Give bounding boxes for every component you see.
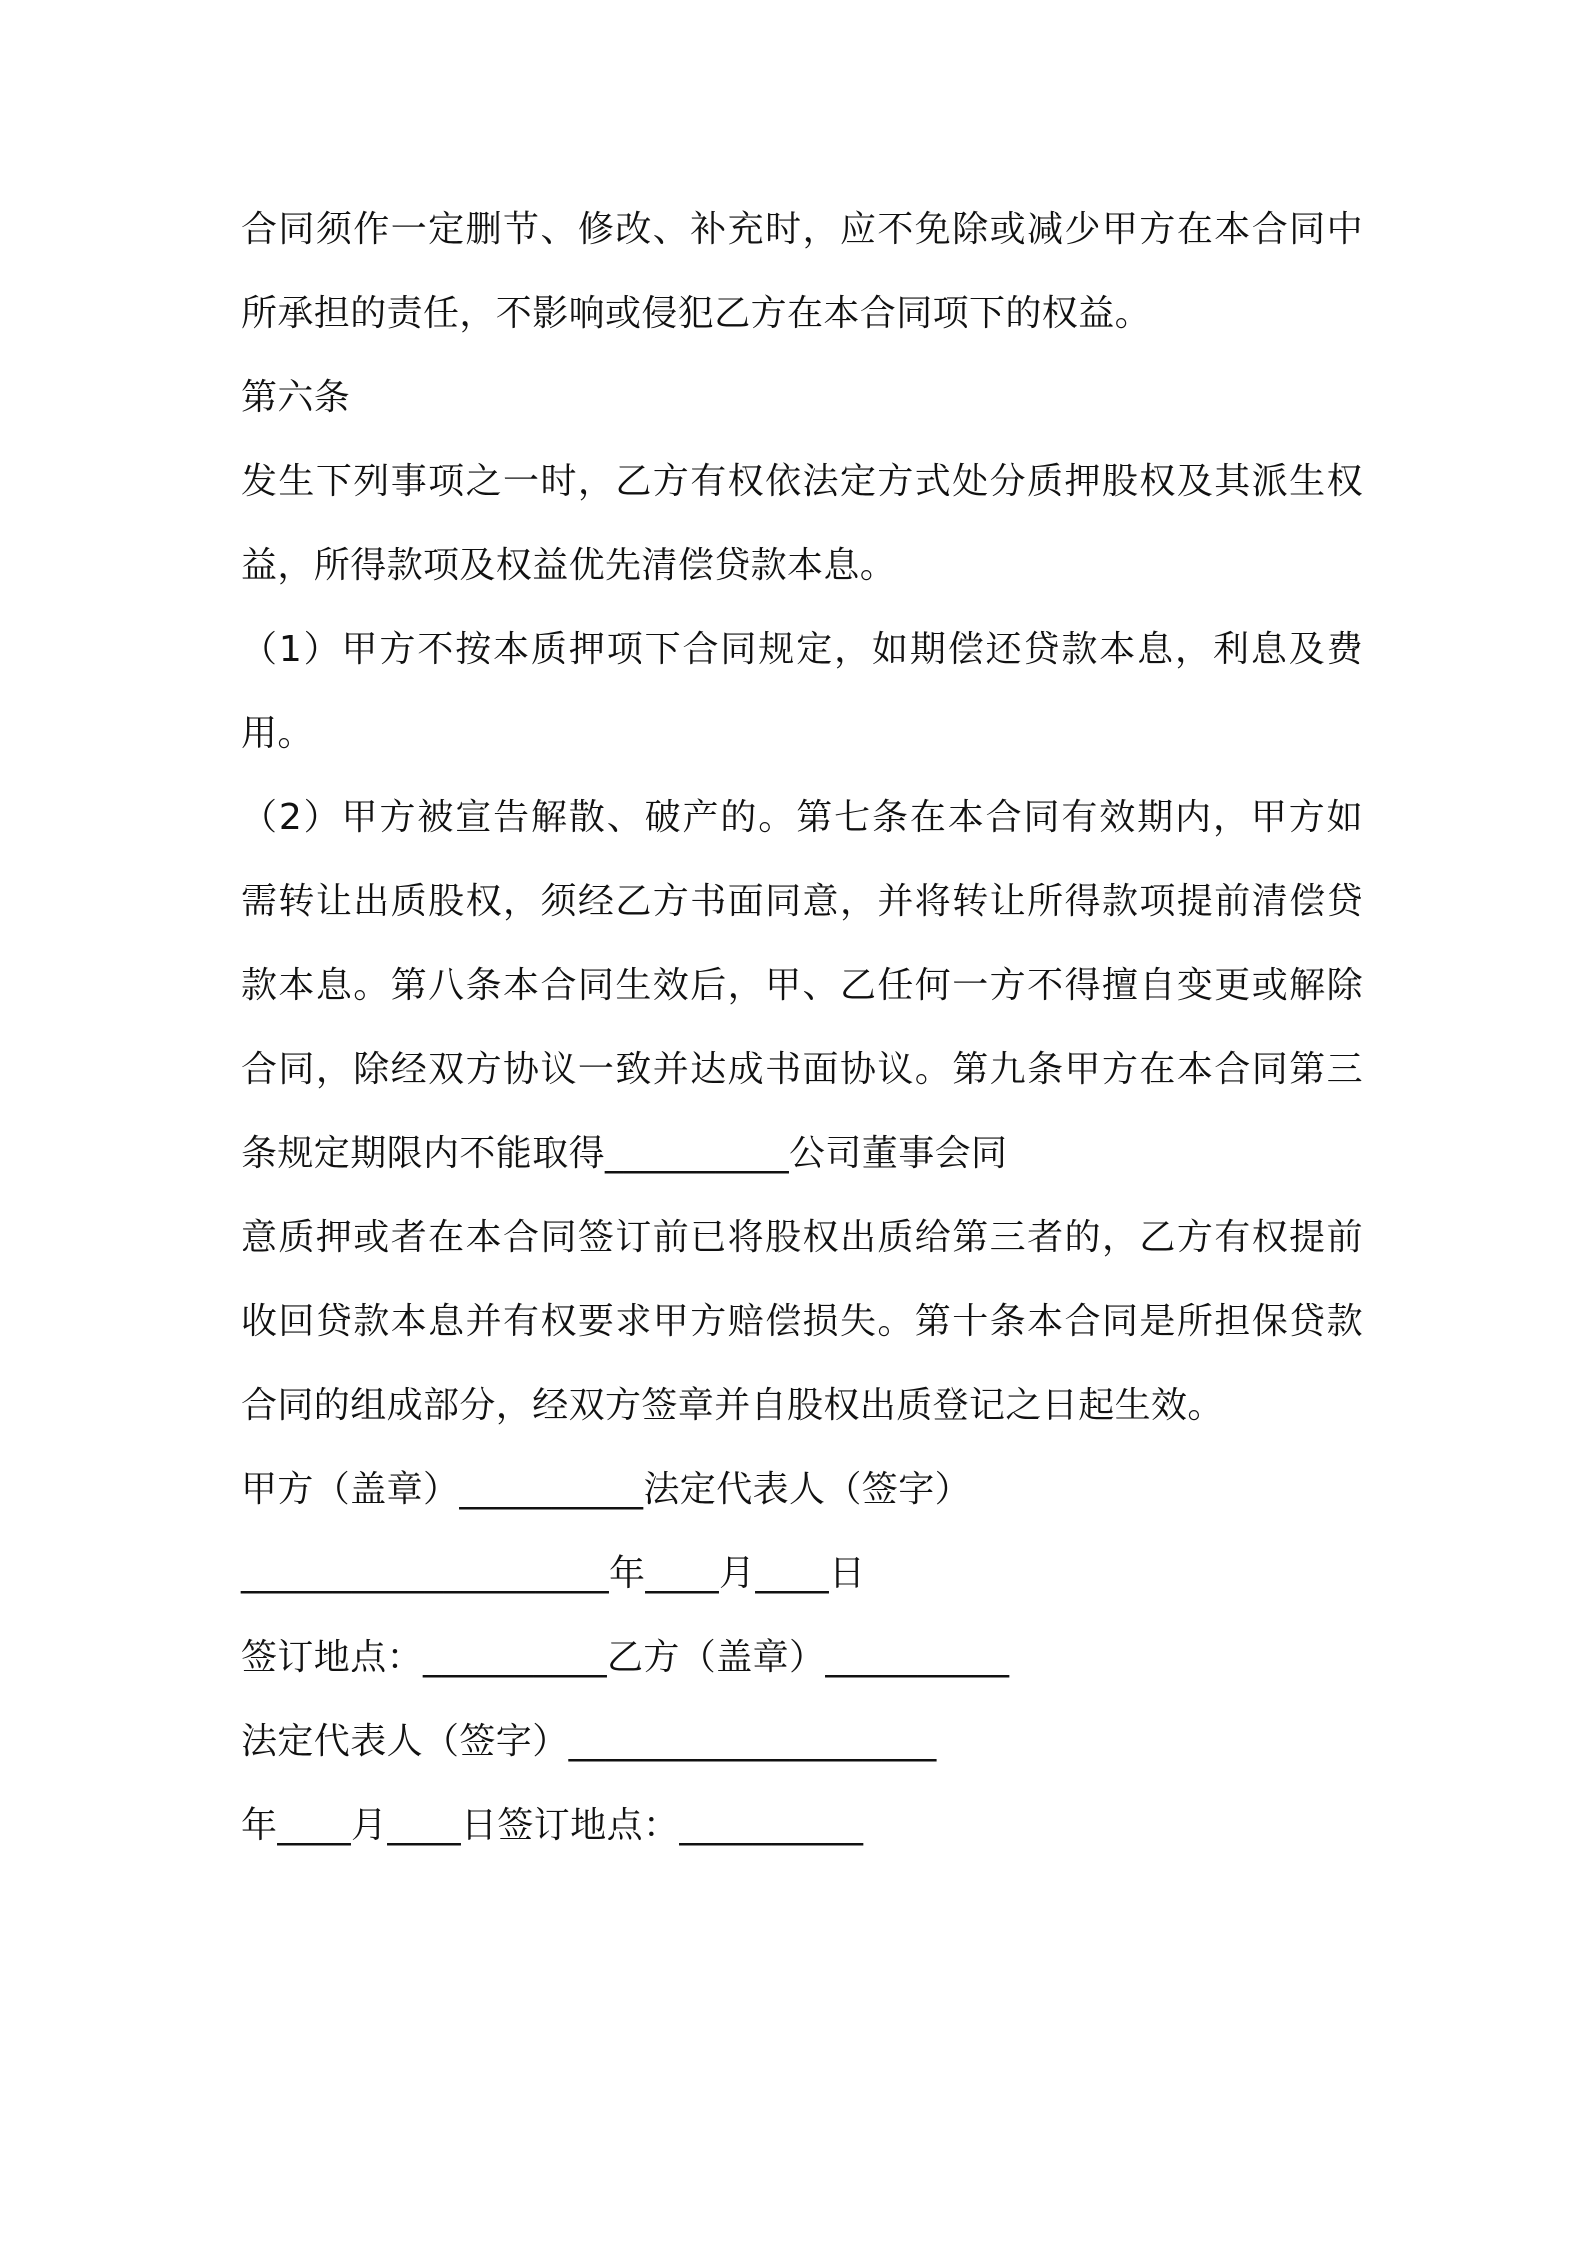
signature-line: 法定代表人（签字）____________________ [241,1721,937,1762]
date-line: ____________________年____月____日 [241,1553,866,1594]
text-line: 意质押或者在本合同签订前已将股权出质给第三者的，乙方有权提前 [241,1217,1363,1258]
article-heading: 第六条 [241,377,351,418]
text-line: 需转让出质股权，须经乙方书面同意，并将转让所得款项提前清偿贷 [241,881,1363,922]
text-line: 条规定期限内不能取得__________公司董事会同 [241,1133,1008,1174]
text-line: 用。 [241,713,314,754]
list-item-2: （2）甲方被宣告解散、破产的。第七条在本合同有效期内，甲方如 [241,797,1363,838]
text-line: 合同的组成部分，经双方签章并自股权出质登记之日起生效。 [241,1385,1224,1426]
list-item-1: （1）甲方不按本质押项下合同规定，如期偿还贷款本息，利息及费 [241,629,1363,670]
text-line: 益，所得款项及权益优先清偿贷款本息。 [241,545,897,586]
text-line: 所承担的责任，不影响或侵犯乙方在本合同项下的权益。 [241,293,1152,334]
text-line: 款本息。第八条本合同生效后，甲、乙任何一方不得擅自变更或解除 [241,965,1363,1006]
text-line: 合同，除经双方协议一致并达成书面协议。第九条甲方在本合同第三 [241,1049,1363,1090]
signature-line: 甲方（盖章）__________法定代表人（签字） [241,1469,972,1510]
date-place-line: 年____月____日签订地点：__________ [241,1805,864,1846]
text-line: 发生下列事项之一时，乙方有权依法定方式处分质押股权及其派生权 [241,461,1363,502]
signing-place-line: 签订地点：__________乙方（盖章）__________ [241,1637,1010,1678]
text-line: 合同须作一定删节、修改、补充时，应不免除或减少甲方在本合同中 [241,209,1363,250]
text-line: 收回贷款本息并有权要求甲方赔偿损失。第十条本合同是所担保贷款 [241,1301,1363,1342]
contract-text [241,188,1363,1868]
